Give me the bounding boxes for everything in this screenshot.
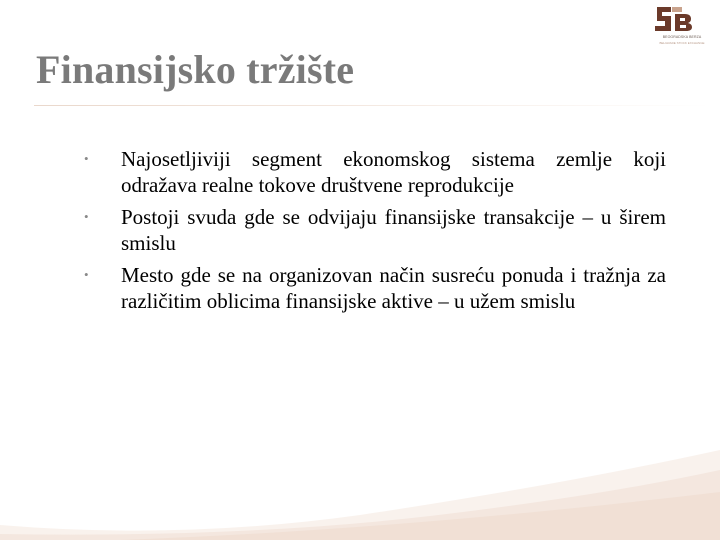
sb-logo — [652, 4, 712, 48]
bullet-list — [84, 146, 666, 314]
bullet-marker: • — [84, 151, 89, 166]
logo-caption: BEOGRADSKA BERZA — [662, 35, 702, 39]
title-divider — [34, 105, 710, 106]
bullet-item — [84, 262, 666, 314]
bullet-text: Postoji svuda gde se odvijaju finansijske transakcije – u širem smislu — [121, 205, 666, 255]
sb-logo-icon — [652, 4, 712, 34]
decorative-wave — [0, 430, 720, 540]
bullet-marker: • — [84, 267, 89, 282]
bullet-item — [84, 146, 666, 198]
bullet-text: Najosetljiviji segment ekonomskog sistema zemlje koji odražava realne tokove društvene reprodukcije — [121, 147, 666, 197]
bullet-item — [84, 204, 666, 256]
bullet-text: Mesto gde se na organizovan način susreću ponuda i tražnja za različitim oblicima finansijske aktive – u užem smislu — [121, 263, 666, 313]
bullet-marker: • — [84, 209, 89, 224]
slide-title: Finansijsko tržište — [36, 47, 355, 92]
logo-subcaption: BELGRADE STOCK EXCHANGE — [659, 41, 705, 45]
